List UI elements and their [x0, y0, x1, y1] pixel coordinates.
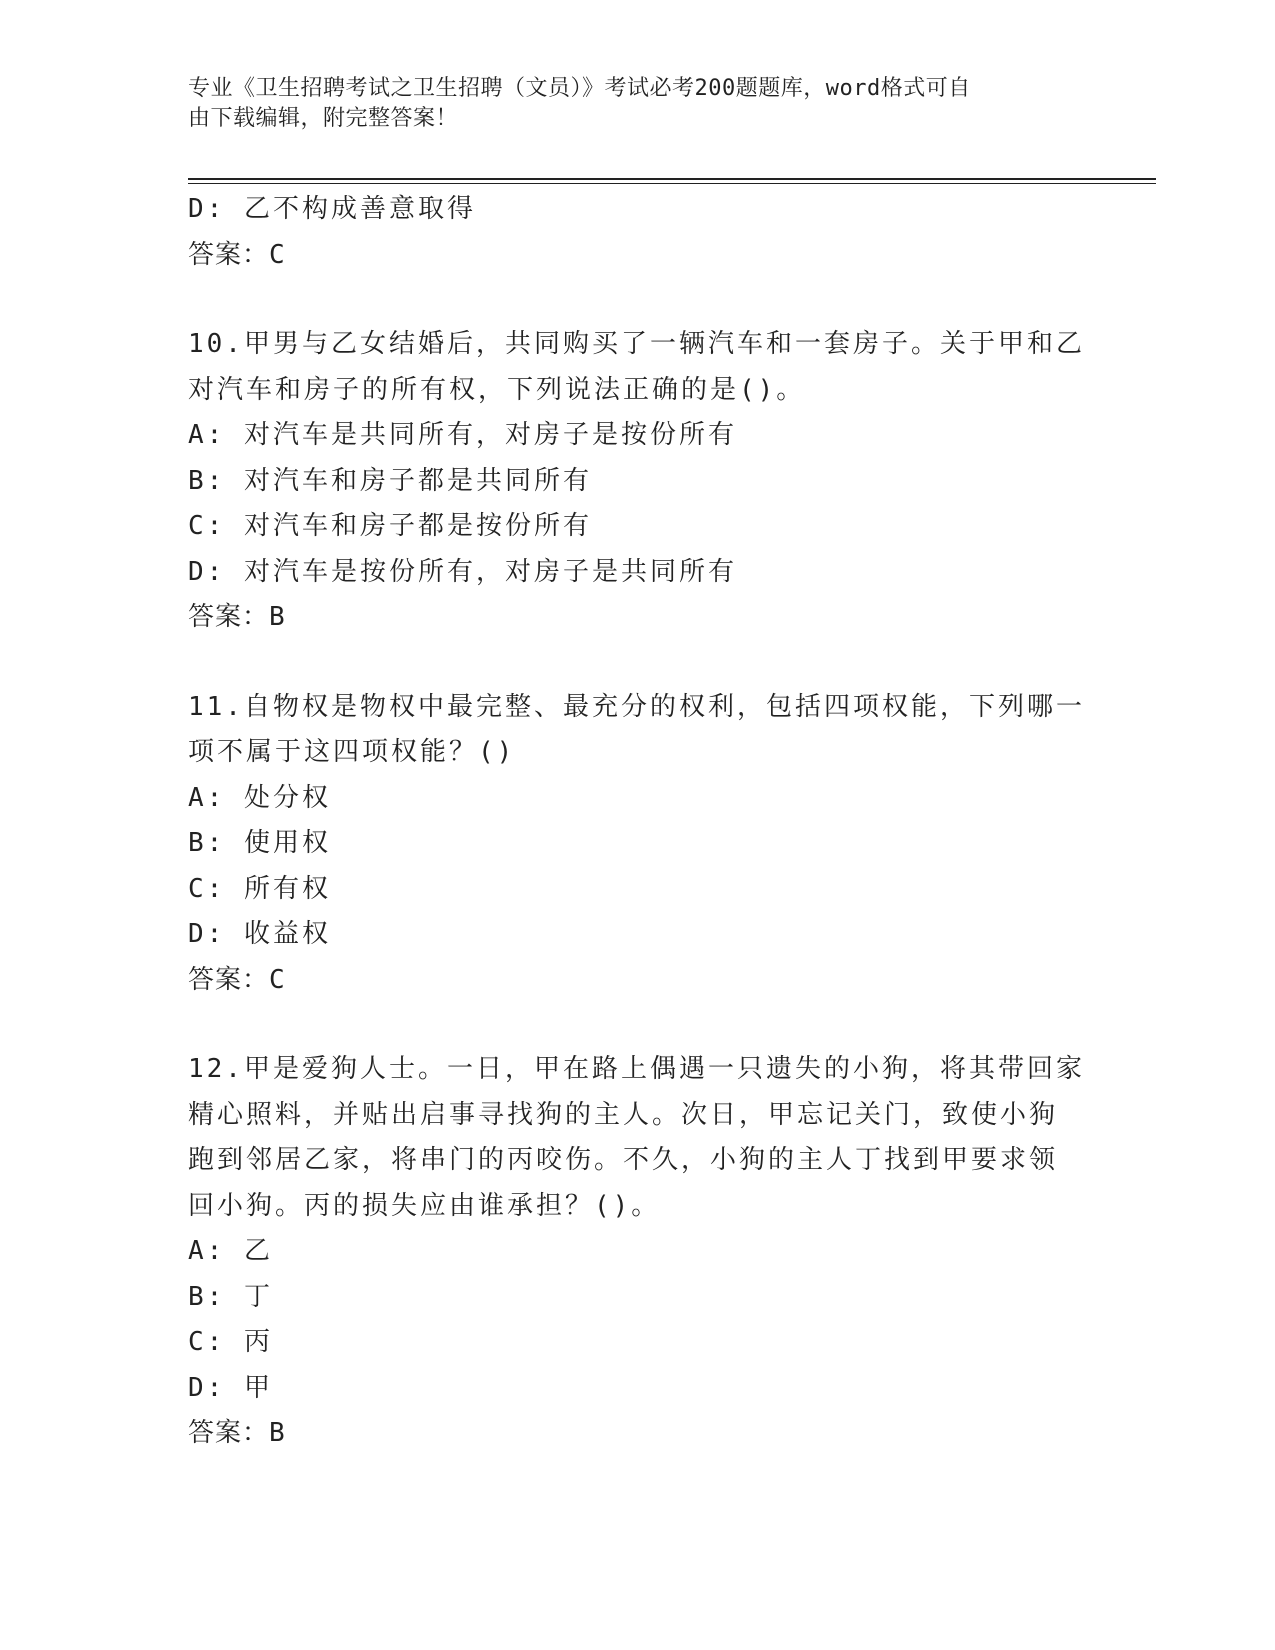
header-divider-thick: [188, 178, 1156, 180]
answer-label: 答案：: [188, 964, 270, 995]
question-text-line: 11.自物权是物权中最完整、最充分的权利，包括四项权能，下列哪一: [188, 691, 1085, 722]
answer-label: 答案：: [188, 1418, 270, 1448]
question-10: [188, 322, 1088, 641]
question-text-line: 跑到邻居乙家，将串门的丙咬伤。不久，小狗的主人丁找到甲要求领: [188, 1145, 1059, 1175]
answer-value: B: [269, 1418, 286, 1448]
question-12: [188, 1047, 1088, 1457]
question-text-line: 回小狗。丙的损失应由谁承担？()。: [188, 1190, 661, 1221]
question-text-line: 精心照料，并贴出启事寻找狗的主人。次日，甲忘记关门，致使小狗: [188, 1099, 1059, 1130]
question-text-line: 12.甲是爱狗人士。一日，甲在路上偶遇一只遗失的小狗，将其带回家: [188, 1054, 1085, 1084]
answer-value: B: [269, 602, 286, 632]
answer-line: [188, 958, 1088, 1004]
answer-line: [188, 1411, 1088, 1457]
answer-value: C: [269, 239, 286, 270]
answer-value: C: [269, 964, 286, 995]
document-header: [188, 74, 1088, 134]
option-c: C: 所有权: [188, 873, 331, 904]
answer-line: [188, 233, 1088, 279]
answer-line: [188, 595, 1088, 641]
option-d: D: 甲: [188, 1372, 273, 1403]
answer-label: 答案：: [188, 602, 270, 632]
option-d: D: 对汽车是按份所有，对房子是共同所有: [188, 556, 737, 587]
header-line-2: 由下载编辑，附完整答案！: [188, 106, 459, 131]
option-a: A: 乙: [188, 1236, 273, 1266]
option-d: D: 收益权: [188, 919, 331, 949]
question-content: [188, 187, 1088, 1457]
option-b: B: 丁: [188, 1281, 273, 1312]
option-c: C: 对汽车和房子都是按份所有: [188, 511, 592, 541]
option-b: B: 使用权: [188, 828, 331, 858]
header-divider-thin: [188, 183, 1156, 184]
question-text-line: 项不属于这四项权能？(): [188, 737, 516, 767]
question-text-line: 10.甲男与乙女结婚后，共同购买了一辆汽车和一套房子。关于甲和乙: [188, 329, 1085, 359]
option-c: C: 丙: [188, 1327, 273, 1357]
answer-label: 答案：: [188, 239, 270, 270]
option-a: A: 对汽车是共同所有，对房子是按份所有: [188, 420, 737, 450]
option-d: D: 乙不构成善意取得: [188, 194, 476, 224]
question-9-tail: [188, 187, 1088, 278]
question-11: [188, 685, 1088, 1004]
header-line-1: 专业《卫生招聘考试之卫生招聘（文员）》考试必考200题题库，word格式可自: [188, 76, 971, 101]
question-text-line: 对汽车和房子的所有权，下列说法正确的是()。: [188, 374, 806, 405]
option-a: A: 处分权: [188, 782, 331, 813]
option-b: B: 对汽车和房子都是共同所有: [188, 465, 592, 496]
